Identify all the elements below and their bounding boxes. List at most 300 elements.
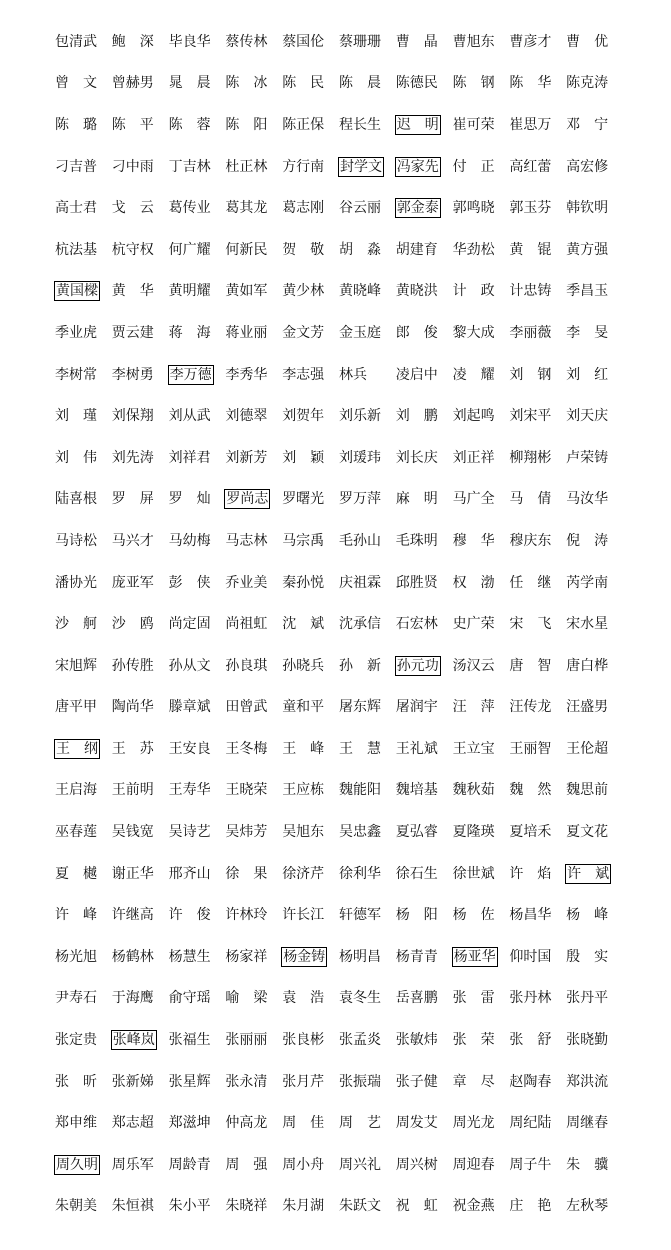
name-text: 孙 新 xyxy=(338,657,381,674)
name-entry xyxy=(338,698,395,716)
name-entry xyxy=(452,1114,509,1132)
name-entry xyxy=(565,1031,622,1049)
name-entry xyxy=(338,324,395,342)
name-text: 马兴才 xyxy=(111,532,154,549)
name-text: 沙 舸 xyxy=(55,616,97,633)
name-entry xyxy=(565,449,622,467)
name-entry xyxy=(224,948,281,966)
name-text: 邱胜贤 xyxy=(395,574,438,591)
name-text: 张孟炎 xyxy=(338,1032,381,1049)
name-entry xyxy=(565,116,622,134)
name-entry xyxy=(168,282,225,300)
name-text: 刘 钢 xyxy=(509,366,552,383)
name-entry xyxy=(281,740,338,758)
name-text: 仲高龙 xyxy=(225,1115,268,1132)
name-entry xyxy=(168,574,225,592)
name-text: 曾赫男 xyxy=(111,75,154,92)
name-text: 杨 阳 xyxy=(395,907,438,924)
name-entry-boxed xyxy=(395,656,452,676)
name-row xyxy=(54,1186,622,1228)
name-text: 权 渤 xyxy=(452,574,495,591)
name-entry xyxy=(111,865,168,883)
name-text: 周小舟 xyxy=(282,1156,325,1173)
name-text: 杜正林 xyxy=(225,158,268,175)
name-entry xyxy=(338,1197,395,1215)
name-text: 张 舒 xyxy=(509,1032,552,1049)
name-entry xyxy=(508,698,565,716)
name-text: 韩钦明 xyxy=(566,200,609,217)
name-entry xyxy=(54,33,111,51)
name-text: 吴炜芳 xyxy=(225,824,268,841)
name-text: 杨昌华 xyxy=(509,907,552,924)
name-text: 黎大成 xyxy=(452,324,495,341)
name-text: 曹旭东 xyxy=(452,33,495,50)
name-text: 仰时国 xyxy=(509,948,552,965)
name-entry xyxy=(565,740,622,758)
name-entry xyxy=(168,989,225,1007)
name-entry xyxy=(168,490,225,508)
name-entry xyxy=(338,574,395,592)
name-entry xyxy=(168,698,225,716)
name-entry xyxy=(281,615,338,633)
name-entry-boxed xyxy=(452,947,509,967)
name-entry xyxy=(224,823,281,841)
name-text: 杨亚华 xyxy=(453,948,496,965)
name-text: 朱恒祺 xyxy=(111,1198,154,1215)
name-entry xyxy=(224,906,281,924)
name-text: 陈 冰 xyxy=(225,75,268,92)
name-text: 高红蕾 xyxy=(509,158,552,175)
name-entry xyxy=(111,158,168,176)
name-text: 陈 阳 xyxy=(225,116,268,133)
name-entry xyxy=(224,781,281,799)
name-text: 李树常 xyxy=(55,366,97,383)
name-text: 周 佳 xyxy=(282,1115,325,1132)
name-text: 周 艺 xyxy=(338,1115,381,1132)
name-text: 葛传业 xyxy=(168,200,211,217)
name-text: 刘天庆 xyxy=(566,408,609,425)
name-text: 王丽智 xyxy=(509,740,552,757)
name-entry xyxy=(54,781,111,799)
name-entry xyxy=(111,366,168,384)
name-entry xyxy=(168,74,225,92)
name-entry xyxy=(111,407,168,425)
name-entry-boxed xyxy=(338,157,395,177)
name-entry xyxy=(452,324,509,342)
name-entry xyxy=(224,1197,281,1215)
name-text: 祝 虹 xyxy=(395,1198,438,1215)
name-text: 汪盛男 xyxy=(566,699,609,716)
name-text: 周龄青 xyxy=(168,1156,211,1173)
name-entry xyxy=(565,282,622,300)
name-entry xyxy=(452,865,509,883)
name-text: 王礼斌 xyxy=(395,740,438,757)
name-text: 郭鸣晓 xyxy=(452,200,495,217)
name-entry xyxy=(508,1156,565,1174)
name-entry xyxy=(54,241,111,259)
name-text: 张丹林 xyxy=(509,990,552,1007)
name-text: 计忠铸 xyxy=(509,283,552,300)
name-entry xyxy=(508,241,565,259)
name-entry xyxy=(54,574,111,592)
name-entry xyxy=(508,158,565,176)
name-text: 王寿华 xyxy=(168,782,211,799)
name-row xyxy=(54,1019,622,1061)
name-entry xyxy=(565,158,622,176)
name-entry-boxed xyxy=(54,1155,111,1175)
name-text: 夏隆瑛 xyxy=(452,824,495,841)
name-text: 邢齐山 xyxy=(168,865,211,882)
name-text: 戈 云 xyxy=(111,200,154,217)
name-entry xyxy=(168,449,225,467)
name-text: 孙晓兵 xyxy=(282,657,325,674)
name-entry xyxy=(111,449,168,467)
name-text: 杭守权 xyxy=(111,241,154,258)
name-text: 王安良 xyxy=(168,740,211,757)
name-text: 徐济芹 xyxy=(282,865,325,882)
name-entry xyxy=(111,241,168,259)
name-text: 刘 红 xyxy=(566,366,609,383)
name-entry xyxy=(168,657,225,675)
name-text: 丁吉林 xyxy=(168,158,211,175)
name-entry xyxy=(565,1114,622,1132)
name-entry xyxy=(54,199,111,217)
name-entry xyxy=(224,698,281,716)
name-text: 魏培基 xyxy=(395,782,438,799)
name-text: 杨 佐 xyxy=(452,907,495,924)
name-entry xyxy=(111,532,168,550)
name-text: 程长生 xyxy=(338,116,381,133)
name-text: 张福生 xyxy=(168,1032,211,1049)
name-entry xyxy=(452,657,509,675)
name-row xyxy=(54,894,622,936)
name-entry xyxy=(281,490,338,508)
name-row xyxy=(54,687,622,729)
name-entry xyxy=(281,657,338,675)
name-text: 祝金燕 xyxy=(452,1198,495,1215)
name-entry xyxy=(54,823,111,841)
name-text: 夏文花 xyxy=(566,824,609,841)
name-entry xyxy=(54,1073,111,1091)
name-entry xyxy=(111,116,168,134)
name-text: 王应栋 xyxy=(282,782,325,799)
name-entry xyxy=(452,158,509,176)
name-entry xyxy=(508,1197,565,1215)
name-entry xyxy=(565,615,622,633)
name-row xyxy=(54,728,622,770)
name-text: 杨青青 xyxy=(395,948,438,965)
name-entry xyxy=(508,449,565,467)
name-text: 陈克涛 xyxy=(566,75,609,92)
name-text: 郑申维 xyxy=(55,1115,97,1132)
name-entry xyxy=(111,1197,168,1215)
name-text: 杨鹤林 xyxy=(111,948,154,965)
name-row xyxy=(54,21,622,63)
name-entry xyxy=(54,158,111,176)
name-text: 杨光旭 xyxy=(55,948,97,965)
name-text: 黄如军 xyxy=(225,283,268,300)
name-text: 张子健 xyxy=(395,1073,438,1090)
name-entry xyxy=(395,781,452,799)
name-text: 张丹平 xyxy=(566,990,609,1007)
name-entry xyxy=(565,823,622,841)
name-text: 陆喜根 xyxy=(55,491,97,508)
name-entry xyxy=(508,865,565,883)
name-entry xyxy=(395,33,452,51)
name-entry xyxy=(452,74,509,92)
name-entry xyxy=(281,158,338,176)
name-entry xyxy=(452,490,509,508)
name-entry xyxy=(508,781,565,799)
name-text: 徐利华 xyxy=(338,865,381,882)
name-entry xyxy=(508,740,565,758)
name-entry xyxy=(565,574,622,592)
name-entry xyxy=(565,657,622,675)
name-text: 杨 峰 xyxy=(566,907,609,924)
name-text: 周光龙 xyxy=(452,1115,495,1132)
name-entry xyxy=(224,574,281,592)
name-entry xyxy=(508,823,565,841)
name-text: 童和平 xyxy=(282,699,325,716)
name-entry xyxy=(224,199,281,217)
name-entry xyxy=(168,615,225,633)
name-text: 曹 优 xyxy=(566,33,609,50)
name-entry xyxy=(281,324,338,342)
name-entry xyxy=(54,116,111,134)
name-text: 马宗禹 xyxy=(282,532,325,549)
name-entry xyxy=(338,823,395,841)
name-entry xyxy=(224,657,281,675)
name-text: 金玉庭 xyxy=(338,324,381,341)
name-entry xyxy=(281,698,338,716)
name-entry-boxed xyxy=(224,489,281,509)
name-entry xyxy=(452,1197,509,1215)
name-entry xyxy=(338,1156,395,1174)
name-text: 李秀华 xyxy=(225,366,268,383)
name-entry xyxy=(395,865,452,883)
name-entry xyxy=(395,948,452,966)
name-text: 杭法基 xyxy=(55,241,97,258)
name-text: 李 旻 xyxy=(566,324,609,341)
name-entry xyxy=(54,74,111,92)
name-row xyxy=(54,978,622,1020)
name-entry xyxy=(395,823,452,841)
name-text: 罗曙光 xyxy=(282,491,325,508)
name-entry-boxed xyxy=(168,365,225,385)
name-text: 周迎春 xyxy=(452,1156,495,1173)
name-text: 孙良琪 xyxy=(225,657,268,674)
name-entry xyxy=(452,532,509,550)
name-text: 陈 民 xyxy=(282,75,325,92)
name-entry xyxy=(111,199,168,217)
name-row xyxy=(54,271,622,313)
name-text: 蔡国伦 xyxy=(282,33,325,50)
name-text: 王 慧 xyxy=(338,740,381,757)
name-text: 刘宋平 xyxy=(509,408,552,425)
name-text: 李志强 xyxy=(282,366,325,383)
name-text: 陈德民 xyxy=(395,75,438,92)
name-text: 刘 瑾 xyxy=(55,408,97,425)
name-text: 宋水星 xyxy=(566,616,609,633)
name-text: 许 峰 xyxy=(55,907,97,924)
name-row xyxy=(54,1102,622,1144)
name-entry xyxy=(452,574,509,592)
name-entry xyxy=(508,33,565,51)
name-text: 沈承信 xyxy=(338,616,381,633)
name-entry xyxy=(338,532,395,550)
name-entry xyxy=(395,490,452,508)
name-entry xyxy=(452,449,509,467)
name-row xyxy=(54,187,622,229)
name-entry-boxed xyxy=(54,281,111,301)
name-entry xyxy=(508,574,565,592)
name-text: 王启海 xyxy=(55,782,97,799)
name-text: 刘从武 xyxy=(168,408,211,425)
name-entry xyxy=(508,74,565,92)
name-text: 袁冬生 xyxy=(338,990,381,1007)
name-text: 夏 樾 xyxy=(55,865,97,882)
name-list xyxy=(54,21,622,1227)
name-text: 张晓勤 xyxy=(566,1032,609,1049)
name-text: 章 尽 xyxy=(452,1073,495,1090)
name-entry xyxy=(111,74,168,92)
name-entry xyxy=(452,823,509,841)
name-entry xyxy=(281,366,338,384)
name-entry xyxy=(395,282,452,300)
name-text: 葛志刚 xyxy=(282,200,325,217)
name-text: 许林玲 xyxy=(225,907,268,924)
name-text: 陶尚华 xyxy=(111,699,154,716)
name-row xyxy=(54,437,622,479)
name-text: 王伦超 xyxy=(566,740,609,757)
name-row xyxy=(54,146,622,188)
name-entry xyxy=(54,615,111,633)
name-text: 曹彦才 xyxy=(509,33,552,50)
name-entry xyxy=(168,33,225,51)
name-entry xyxy=(281,1156,338,1174)
name-text: 殷 实 xyxy=(566,948,609,965)
name-entry xyxy=(281,1197,338,1215)
name-text: 马汝华 xyxy=(566,491,609,508)
name-text: 黄明耀 xyxy=(168,283,211,300)
name-text: 徐 果 xyxy=(225,865,268,882)
name-entry xyxy=(224,74,281,92)
name-entry xyxy=(224,865,281,883)
name-text: 方行南 xyxy=(282,158,325,175)
name-entry xyxy=(452,1031,509,1049)
name-text: 周 强 xyxy=(225,1156,268,1173)
name-entry xyxy=(54,948,111,966)
name-entry xyxy=(111,740,168,758)
name-text: 宋 飞 xyxy=(509,616,552,633)
name-text: 陈 华 xyxy=(509,75,552,92)
name-entry xyxy=(54,906,111,924)
name-entry xyxy=(338,948,395,966)
name-text: 罗万萍 xyxy=(338,491,381,508)
name-text: 马志林 xyxy=(225,532,268,549)
name-text: 李丽薇 xyxy=(509,324,552,341)
name-text: 徐世斌 xyxy=(452,865,495,882)
name-entry xyxy=(338,241,395,259)
name-row xyxy=(54,811,622,853)
name-text: 张丽丽 xyxy=(225,1032,268,1049)
name-text: 朱跃文 xyxy=(338,1198,381,1215)
name-entry xyxy=(395,906,452,924)
name-text: 芮学南 xyxy=(566,574,609,591)
name-text: 毕良华 xyxy=(168,33,211,50)
name-entry xyxy=(338,989,395,1007)
name-entry xyxy=(508,989,565,1007)
name-entry xyxy=(452,199,509,217)
name-text: 罗尚志 xyxy=(226,491,269,508)
name-entry xyxy=(565,989,622,1007)
name-entry xyxy=(54,989,111,1007)
name-text: 郎 俊 xyxy=(395,324,438,341)
name-text: 魏思前 xyxy=(566,782,609,799)
name-entry xyxy=(508,199,565,217)
name-text: 罗 灿 xyxy=(168,491,211,508)
name-entry xyxy=(565,532,622,550)
name-text: 蔡传林 xyxy=(225,33,268,50)
name-entry xyxy=(338,282,395,300)
name-entry xyxy=(168,116,225,134)
name-entry xyxy=(452,906,509,924)
name-entry xyxy=(508,1031,565,1049)
name-row xyxy=(54,645,622,687)
name-entry xyxy=(395,366,452,384)
name-entry xyxy=(281,781,338,799)
name-text: 巫春莲 xyxy=(55,824,97,841)
name-entry xyxy=(224,241,281,259)
name-entry xyxy=(338,1073,395,1091)
name-text: 鲍 深 xyxy=(111,33,154,50)
name-text: 周兴礼 xyxy=(338,1156,381,1173)
name-entry xyxy=(168,906,225,924)
name-text: 刁吉普 xyxy=(55,158,97,175)
name-entry xyxy=(508,282,565,300)
name-entry xyxy=(224,615,281,633)
name-text: 史广荣 xyxy=(452,616,495,633)
name-text: 蒋业丽 xyxy=(225,324,268,341)
name-entry xyxy=(508,490,565,508)
name-entry xyxy=(395,989,452,1007)
name-text: 穆 华 xyxy=(452,532,495,549)
name-entry xyxy=(168,948,225,966)
name-text: 徐石生 xyxy=(395,865,438,882)
name-text: 胡 淼 xyxy=(338,241,381,258)
name-entry xyxy=(111,1114,168,1132)
name-text: 唐白桦 xyxy=(566,657,609,674)
name-entry xyxy=(281,989,338,1007)
name-text: 倪 涛 xyxy=(566,532,609,549)
name-text: 葛其龙 xyxy=(225,200,268,217)
name-text: 柳翔彬 xyxy=(509,449,552,466)
name-text: 孙传胜 xyxy=(111,657,154,674)
name-entry xyxy=(508,407,565,425)
name-text: 王 苏 xyxy=(111,740,154,757)
name-entry xyxy=(111,989,168,1007)
name-text: 许继高 xyxy=(111,907,154,924)
name-text: 高士君 xyxy=(55,200,97,217)
name-text: 田曾武 xyxy=(225,699,268,716)
name-entry xyxy=(452,740,509,758)
name-row xyxy=(54,936,622,978)
name-entry xyxy=(281,1073,338,1091)
name-text: 刁中雨 xyxy=(111,158,154,175)
name-text: 周纪陆 xyxy=(509,1115,552,1132)
name-entry xyxy=(54,1114,111,1132)
name-entry xyxy=(395,1156,452,1174)
